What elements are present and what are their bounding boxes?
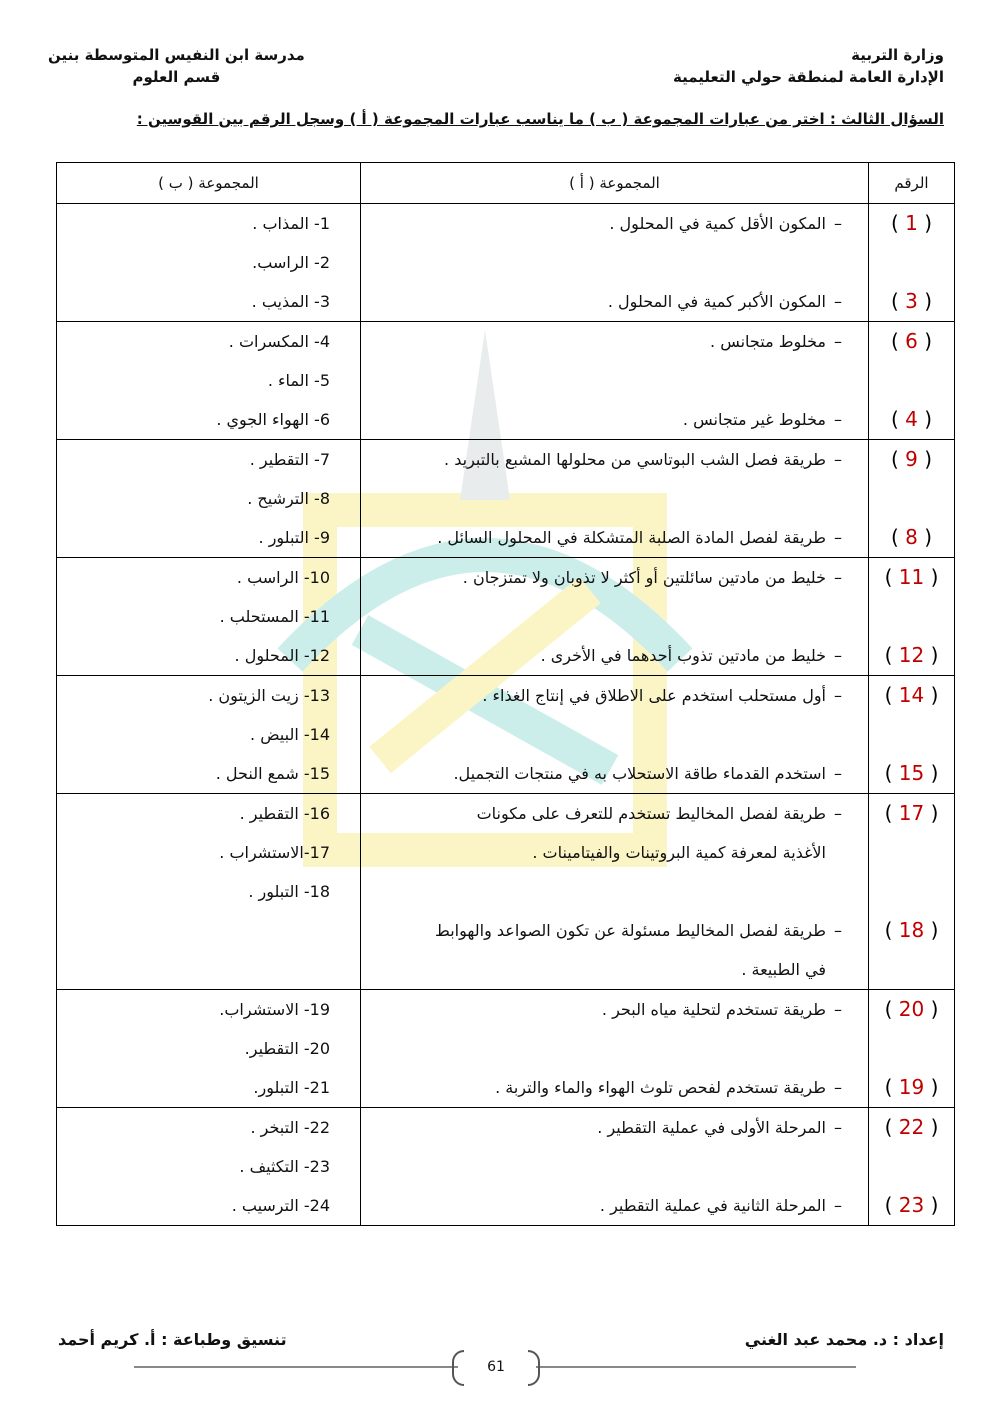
table-row bbox=[57, 1108, 955, 1226]
footer-rule-right bbox=[536, 1366, 856, 1368]
answer-slot bbox=[869, 1108, 954, 1147]
paren-open: ( bbox=[924, 1193, 939, 1217]
answer-number-cell bbox=[869, 440, 955, 558]
table-row bbox=[57, 558, 955, 676]
option-item: 16- التقطير . bbox=[239, 804, 330, 823]
answer-value: 1 bbox=[905, 211, 918, 235]
option-item: 3- المذيب . bbox=[251, 292, 330, 311]
statement-text: مخلوط غير متجانس . bbox=[682, 410, 826, 429]
bullet-dash: – bbox=[834, 332, 842, 351]
paren-open: ( bbox=[924, 1075, 939, 1099]
group-a-line bbox=[361, 204, 868, 243]
answer-slot bbox=[869, 400, 954, 439]
answer-value: 18 bbox=[898, 918, 925, 942]
paren-close: ) bbox=[884, 683, 899, 707]
group-b-cell bbox=[57, 990, 361, 1108]
paren-open: ( bbox=[917, 407, 933, 431]
statement-text: طريقة تستخدم لفحص تلوث الهواء والماء والتربة . bbox=[495, 1078, 826, 1097]
option-item: 2- الراسب. bbox=[252, 253, 330, 272]
group-a-cell bbox=[361, 990, 869, 1108]
answer-slot bbox=[869, 1029, 954, 1068]
group-a-cell bbox=[361, 440, 869, 558]
bullet-dash: – bbox=[834, 1196, 842, 1215]
ministry-header bbox=[673, 44, 944, 88]
group-b-cell bbox=[57, 322, 361, 440]
table-row bbox=[57, 322, 955, 440]
option-item: 1- المذاب . bbox=[252, 214, 330, 233]
answer-value: 22 bbox=[898, 1115, 925, 1139]
group-b-cell bbox=[57, 440, 361, 558]
group-a-line bbox=[361, 636, 868, 675]
answer-slot bbox=[869, 558, 954, 597]
paren-close: ) bbox=[890, 447, 906, 471]
answer-slot bbox=[869, 833, 954, 872]
group-a-line bbox=[361, 1108, 868, 1147]
group-a-line bbox=[361, 1029, 868, 1068]
option-item: 18- التبلور . bbox=[248, 882, 330, 901]
coordination-credit: تنسيق وطباعة : أ. كريم أحمد bbox=[58, 1330, 287, 1349]
answer-value: 17 bbox=[898, 801, 925, 825]
paren-close: ) bbox=[884, 565, 899, 589]
answer-value: 20 bbox=[898, 997, 925, 1021]
bullet-dash: – bbox=[834, 214, 842, 233]
statement-text: طريقة لفصل المخاليط مسئولة عن تكون الصواعد والهوابط bbox=[435, 921, 826, 940]
group-a-line bbox=[361, 558, 868, 597]
answer-value: 3 bbox=[905, 289, 918, 313]
answer-value: 4 bbox=[905, 407, 918, 431]
answer-slot bbox=[869, 715, 954, 754]
answer-slot bbox=[869, 911, 954, 950]
group-b-cell bbox=[57, 558, 361, 676]
group-a-line bbox=[361, 440, 868, 479]
paren-close: ) bbox=[890, 211, 906, 235]
bullet-dash: – bbox=[834, 804, 842, 823]
answer-slot bbox=[869, 950, 954, 989]
answer-slot bbox=[869, 754, 954, 793]
option-item: 22- التبخر . bbox=[250, 1118, 330, 1137]
paren-close: ) bbox=[884, 1193, 899, 1217]
statement-text: في الطبيعة . bbox=[741, 960, 826, 979]
option-item: 11- المستحلب . bbox=[219, 607, 330, 626]
group-a-line bbox=[361, 950, 868, 989]
column-header-number: الرقم bbox=[869, 163, 955, 204]
statement-text: استخدم القدماء طاقة الاستحلاب به في منتجات التجميل. bbox=[453, 764, 826, 783]
statement-text: المرحلة الثانية في عملية التقطير . bbox=[599, 1196, 826, 1215]
answer-number-cell bbox=[869, 676, 955, 794]
answer-slot bbox=[869, 872, 954, 911]
answer-number-cell bbox=[869, 1108, 955, 1226]
page-number: 61 bbox=[487, 1359, 505, 1375]
paren-open: ( bbox=[924, 1115, 939, 1139]
column-header-group-b: المجموعة ( ب ) bbox=[57, 163, 361, 204]
answer-slot bbox=[869, 1068, 954, 1107]
paren-open: ( bbox=[924, 801, 939, 825]
option-item: 13- زيت الزيتون . bbox=[208, 686, 330, 705]
answer-value: 14 bbox=[898, 683, 925, 707]
group-a-line bbox=[361, 676, 868, 715]
paren-close: ) bbox=[884, 1115, 899, 1139]
table-row bbox=[57, 794, 955, 990]
answer-value: 19 bbox=[898, 1075, 925, 1099]
bullet-dash: – bbox=[834, 528, 842, 547]
answer-slot bbox=[869, 204, 954, 243]
group-a-line bbox=[361, 911, 868, 950]
answer-value: 12 bbox=[898, 643, 925, 667]
answer-slot bbox=[869, 518, 954, 557]
answer-slot bbox=[869, 1147, 954, 1186]
question-title: السؤال الثالث : اختر من عبارات المجموعة ( ب ) ما يناسب عبارات المجموعة ( أ ) وسجل الرقم بين القوسين : bbox=[136, 110, 944, 128]
answer-value: 9 bbox=[905, 447, 918, 471]
answer-slot bbox=[869, 243, 954, 282]
answer-number-cell bbox=[869, 558, 955, 676]
district-name: الإدارة العامة لمنطقة حولي التعليمية bbox=[672, 68, 944, 86]
table-row bbox=[57, 440, 955, 558]
statement-text: المرحلة الأولى في عملية التقطير . bbox=[597, 1118, 826, 1137]
column-header-group-a: المجموعة ( أ ) bbox=[361, 163, 869, 204]
option-item: 19- الاستشراب. bbox=[219, 1000, 330, 1019]
bullet-dash: – bbox=[834, 764, 842, 783]
answer-slot bbox=[869, 676, 954, 715]
group-a-cell bbox=[361, 794, 869, 990]
option-item: 6- الهواء الجوي . bbox=[216, 410, 330, 429]
group-a-line bbox=[361, 322, 868, 361]
bullet-dash: – bbox=[834, 450, 842, 469]
bullet-dash: – bbox=[834, 1000, 842, 1019]
statement-text: طريقة لفصل المادة الصلبة المتشكلة في المحلول السائل . bbox=[437, 528, 826, 547]
answer-value: 6 bbox=[905, 329, 918, 353]
answer-slot bbox=[869, 440, 954, 479]
paren-open: ( bbox=[924, 918, 939, 942]
paren-open: ( bbox=[924, 565, 939, 589]
paren-open: ( bbox=[924, 997, 939, 1021]
option-item: 8- الترشيح . bbox=[247, 489, 330, 508]
option-item: 14- البيض . bbox=[250, 725, 330, 744]
answer-number-cell bbox=[869, 990, 955, 1108]
answer-number-cell bbox=[869, 322, 955, 440]
statement-text: طريقة فصل الشب البوتاسي من محلولها المشبع بالتبريد . bbox=[444, 450, 826, 469]
bullet-dash: – bbox=[834, 410, 842, 429]
bullet-dash: – bbox=[834, 568, 842, 587]
group-a-line bbox=[361, 282, 868, 321]
paren-open: ( bbox=[917, 329, 933, 353]
statement-text: المكون الأكبر كمية في المحلول . bbox=[607, 292, 826, 311]
table-row bbox=[57, 204, 955, 322]
option-item: 21- التبلور. bbox=[253, 1078, 330, 1097]
paren-close: ) bbox=[890, 289, 906, 313]
paren-close: ) bbox=[890, 407, 906, 431]
group-a-line bbox=[361, 597, 868, 636]
answer-value: 23 bbox=[898, 1193, 925, 1217]
option-item: 12- المحلول . bbox=[234, 646, 330, 665]
statement-text: المكون الأقل كمية في المحلول . bbox=[609, 214, 826, 233]
option-item: 9- التبلور . bbox=[258, 528, 330, 547]
table-header-row bbox=[57, 163, 955, 204]
school-header bbox=[48, 44, 305, 88]
group-a-line bbox=[361, 361, 868, 400]
group-a-line bbox=[361, 518, 868, 557]
group-a-line bbox=[361, 1186, 868, 1225]
answer-value: 11 bbox=[898, 565, 925, 589]
paren-close: ) bbox=[884, 643, 899, 667]
answer-number-cell bbox=[869, 204, 955, 322]
group-a-line bbox=[361, 479, 868, 518]
answer-slot bbox=[869, 990, 954, 1029]
answer-slot bbox=[869, 597, 954, 636]
statement-text: أول مستحلب استخدم على الاطلاق في إنتاج الغذاء . bbox=[482, 686, 826, 705]
paren-open: ( bbox=[924, 761, 939, 785]
paren-close: ) bbox=[884, 997, 899, 1021]
table-body bbox=[57, 204, 955, 1226]
bullet-dash: – bbox=[834, 292, 842, 311]
paren-open: ( bbox=[917, 525, 933, 549]
statement-text: الأغذية لمعرفة كمية البروتينات والفيتامينات . bbox=[532, 843, 826, 862]
option-item: 15- شمع النحل . bbox=[215, 764, 330, 783]
bullet-dash: – bbox=[834, 1118, 842, 1137]
bullet-dash: – bbox=[834, 686, 842, 705]
answer-number-cell bbox=[869, 794, 955, 990]
statement-text: طريقة تستخدم لتحلية مياه البحر . bbox=[601, 1000, 826, 1019]
bullet-dash: – bbox=[834, 1078, 842, 1097]
department-name: قسم العلوم bbox=[132, 68, 221, 86]
option-item: 20- التقطير. bbox=[244, 1039, 330, 1058]
paren-close: ) bbox=[884, 801, 899, 825]
group-a-line bbox=[361, 872, 868, 911]
statement-text: طريقة لفصل المخاليط تستخدم للتعرف على مكونات bbox=[476, 804, 826, 823]
group-a-cell bbox=[361, 676, 869, 794]
answer-slot bbox=[869, 282, 954, 321]
group-a-line bbox=[361, 754, 868, 793]
option-item: 5- الماء . bbox=[267, 371, 330, 390]
group-a-line bbox=[361, 400, 868, 439]
group-a-line bbox=[361, 833, 868, 872]
paren-close: ) bbox=[884, 1075, 899, 1099]
statement-text: خليط من مادتين سائلتين أو أكثر لا تذوبان ولا تمتزجان . bbox=[462, 568, 826, 587]
footer-rule-left bbox=[134, 1366, 458, 1368]
answer-slot bbox=[869, 479, 954, 518]
option-item: 24- الترسيب . bbox=[231, 1196, 330, 1215]
option-item: 4- المكسرات . bbox=[228, 332, 330, 351]
paren-open: ( bbox=[917, 211, 933, 235]
group-b-cell bbox=[57, 1108, 361, 1226]
group-a-line bbox=[361, 1068, 868, 1107]
answer-slot bbox=[869, 636, 954, 675]
group-a-cell bbox=[361, 322, 869, 440]
paren-open: ( bbox=[917, 289, 933, 313]
statement-text: خليط من مادتين تذوب أحدهما في الأخرى . bbox=[540, 646, 826, 665]
group-a-cell bbox=[361, 204, 869, 322]
group-a-line bbox=[361, 243, 868, 282]
table-row bbox=[57, 676, 955, 794]
group-b-cell bbox=[57, 676, 361, 794]
group-b-cell bbox=[57, 204, 361, 322]
option-item: 17-الاستشراب . bbox=[219, 843, 330, 862]
paren-open: ( bbox=[924, 683, 939, 707]
answer-slot bbox=[869, 794, 954, 833]
table-row bbox=[57, 990, 955, 1108]
option-item: 23- التكثيف . bbox=[239, 1157, 330, 1176]
school-name: مدرسة ابن النفيس المتوسطة بنين bbox=[48, 46, 305, 64]
paren-open: ( bbox=[917, 447, 933, 471]
group-a-line bbox=[361, 715, 868, 754]
option-item bbox=[57, 950, 360, 989]
matching-table bbox=[56, 162, 955, 1226]
paren-open: ( bbox=[924, 643, 939, 667]
paren-close: ) bbox=[890, 525, 906, 549]
bullet-dash: – bbox=[834, 646, 842, 665]
group-a-cell bbox=[361, 558, 869, 676]
group-b-cell bbox=[57, 794, 361, 990]
prepared-by: إعداد : د. محمد عبد الغني bbox=[744, 1330, 944, 1349]
group-a-line bbox=[361, 1147, 868, 1186]
option-item: 7- التقطير . bbox=[249, 450, 330, 469]
answer-value: 8 bbox=[905, 525, 918, 549]
statement-text: مخلوط متجانس . bbox=[710, 332, 826, 351]
answer-slot bbox=[869, 1186, 954, 1225]
bullet-dash: – bbox=[834, 921, 842, 940]
answer-value: 15 bbox=[898, 761, 925, 785]
group-a-line bbox=[361, 794, 868, 833]
answer-slot bbox=[869, 361, 954, 400]
option-item bbox=[57, 911, 360, 950]
ministry-name: وزارة التربية bbox=[851, 46, 944, 64]
answer-slot bbox=[869, 322, 954, 361]
option-item: 10- الراسب . bbox=[236, 568, 330, 587]
paren-close: ) bbox=[884, 761, 899, 785]
group-a-line bbox=[361, 990, 868, 1029]
group-a-cell bbox=[361, 1108, 869, 1226]
paren-close: ) bbox=[890, 329, 906, 353]
paren-close: ) bbox=[884, 918, 899, 942]
